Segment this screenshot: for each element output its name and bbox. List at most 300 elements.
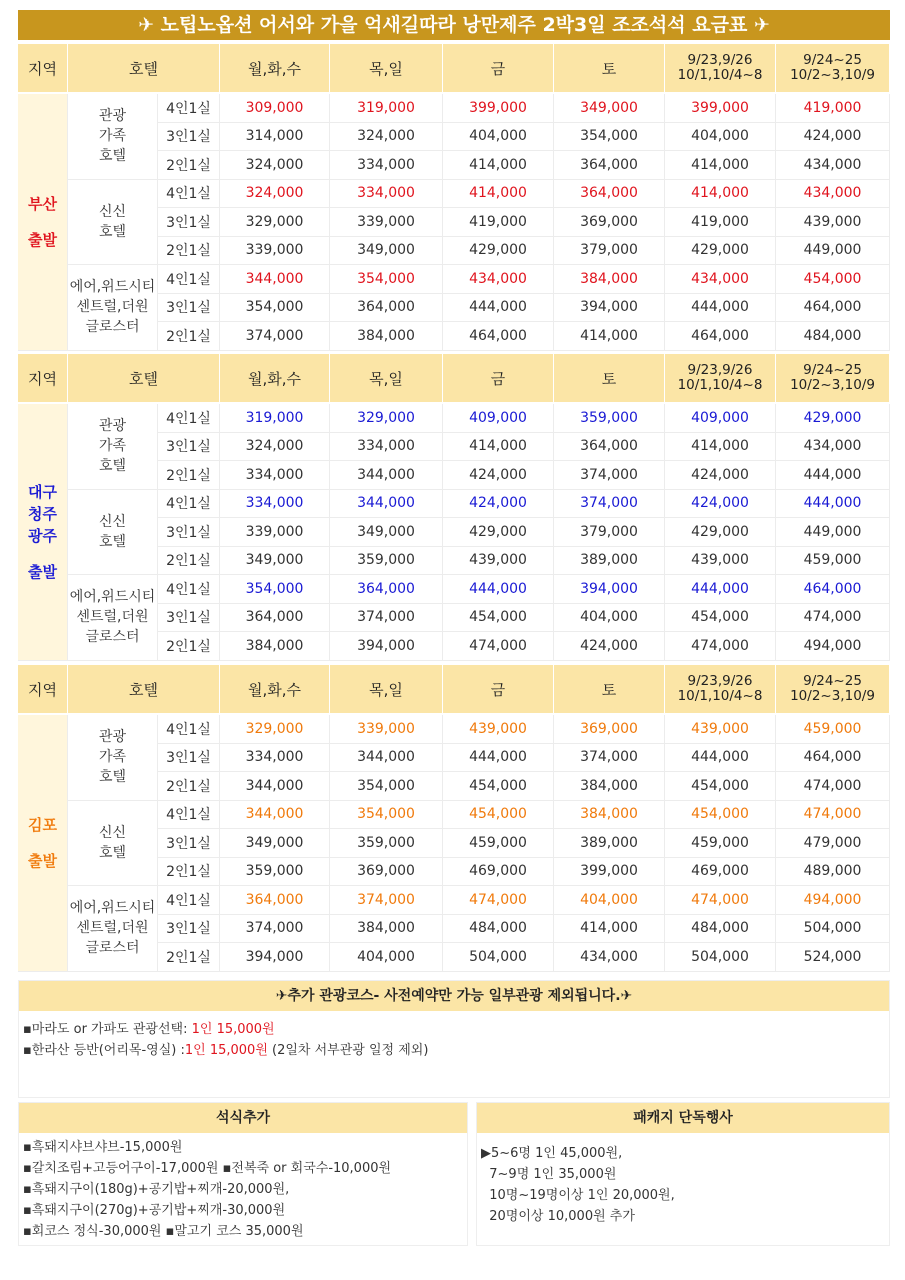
price-cell: 444,000 bbox=[776, 461, 890, 490]
price-cell: 464,000 bbox=[776, 744, 890, 773]
header-date-col bbox=[665, 354, 776, 404]
price-cell: 409,000 bbox=[443, 404, 554, 433]
price-cell: 484,000 bbox=[776, 322, 890, 351]
room-type-cell: 2인1실 bbox=[158, 461, 220, 490]
room-type-cell: 2인1실 bbox=[158, 858, 220, 887]
tour-line-1: ▪마라도 or 가파도 관광선택: 1인 15,000원 bbox=[23, 1022, 275, 1037]
price-cell: 424,000 bbox=[665, 461, 776, 490]
package-box bbox=[476, 1102, 890, 1246]
hotel-name-line: 센트럴,더원 bbox=[76, 299, 149, 316]
price-cell: 504,000 bbox=[443, 943, 554, 972]
header-date-line: 10/1,10/4~8 bbox=[677, 67, 763, 83]
room-type-cell: 4인1실 bbox=[158, 575, 220, 604]
price-cell: 449,000 bbox=[776, 237, 890, 266]
header-date-col bbox=[776, 44, 890, 94]
region-label: 대구 bbox=[28, 482, 57, 501]
room-type-cell: 4인1실 bbox=[158, 490, 220, 519]
header-day-col: 토 bbox=[554, 354, 665, 404]
hotel-name-line: 관광 bbox=[98, 729, 127, 746]
header-date-col bbox=[665, 665, 776, 715]
hotel-name-cell bbox=[68, 886, 158, 972]
price-cell: 424,000 bbox=[776, 123, 890, 152]
price-cell: 469,000 bbox=[443, 858, 554, 887]
hotel-name-line: 호텔 bbox=[98, 769, 127, 786]
room-type-cell: 3인1실 bbox=[158, 518, 220, 547]
hotel-name-line: 호텔 bbox=[98, 148, 127, 165]
price-cell: 324,000 bbox=[220, 433, 330, 462]
room-type-cell: 3인1실 bbox=[158, 604, 220, 633]
table-row bbox=[18, 404, 890, 433]
price-cell: 319,000 bbox=[220, 404, 330, 433]
price-cell: 404,000 bbox=[330, 943, 443, 972]
price-cell: 474,000 bbox=[443, 886, 554, 915]
meal-line: ▪갈치조림+고등어구이-17,000원 ▪전복죽 or 회국수-10,000원 bbox=[23, 1161, 392, 1176]
hotel-name-line: 신신 bbox=[98, 203, 127, 220]
price-cell: 404,000 bbox=[443, 123, 554, 152]
price-cell: 459,000 bbox=[776, 715, 890, 744]
header-date-line: 10/2~3,10/9 bbox=[790, 377, 875, 393]
price-cell: 444,000 bbox=[665, 744, 776, 773]
price-cell: 379,000 bbox=[554, 518, 665, 547]
header-date-line: 10/2~3,10/9 bbox=[790, 688, 875, 704]
region-label: 출발 bbox=[28, 230, 57, 249]
price-cell: 384,000 bbox=[554, 801, 665, 830]
header-date-col bbox=[665, 44, 776, 94]
header-day-col: 토 bbox=[554, 665, 665, 715]
price-cell: 444,000 bbox=[665, 294, 776, 323]
price-cell: 334,000 bbox=[330, 433, 443, 462]
price-cell: 464,000 bbox=[776, 575, 890, 604]
price-cell: 399,000 bbox=[554, 858, 665, 887]
header-date-line: 9/24~25 bbox=[803, 52, 862, 68]
price-cell: 469,000 bbox=[665, 858, 776, 887]
hotel-name-line: 글로스터 bbox=[85, 940, 140, 957]
price-cell: 364,000 bbox=[220, 886, 330, 915]
hotel-name-cell bbox=[68, 801, 158, 887]
price-cell: 364,000 bbox=[330, 575, 443, 604]
price-cell: 369,000 bbox=[330, 858, 443, 887]
table-row bbox=[18, 575, 890, 604]
room-type-cell: 4인1실 bbox=[158, 180, 220, 209]
package-title: 패캐지 단독행사 bbox=[477, 1103, 889, 1133]
region-label: 청주 bbox=[28, 504, 57, 523]
price-cell: 474,000 bbox=[665, 632, 776, 661]
price-cell: 354,000 bbox=[554, 123, 665, 152]
price-cell: 424,000 bbox=[665, 490, 776, 519]
room-type-cell: 4인1실 bbox=[158, 886, 220, 915]
table-row bbox=[18, 801, 890, 830]
table-row bbox=[18, 265, 890, 294]
price-table bbox=[18, 44, 890, 351]
room-type-cell: 3인1실 bbox=[158, 208, 220, 237]
price-cell: 314,000 bbox=[220, 123, 330, 152]
price-cell: 464,000 bbox=[665, 322, 776, 351]
room-type-cell: 3인1실 bbox=[158, 433, 220, 462]
room-type-cell: 4인1실 bbox=[158, 715, 220, 744]
price-cell: 339,000 bbox=[220, 518, 330, 547]
price-cell: 359,000 bbox=[220, 858, 330, 887]
room-type-cell: 2인1실 bbox=[158, 237, 220, 266]
price-cell: 359,000 bbox=[330, 547, 443, 576]
price-cell: 374,000 bbox=[330, 604, 443, 633]
price-cell: 444,000 bbox=[776, 490, 890, 519]
price-cell: 344,000 bbox=[220, 801, 330, 830]
header-hotel: 호텔 bbox=[68, 44, 220, 94]
price-cell: 334,000 bbox=[330, 180, 443, 209]
price-cell: 394,000 bbox=[330, 632, 443, 661]
hotel-name-line: 관광 bbox=[98, 108, 127, 125]
price-cell: 374,000 bbox=[554, 490, 665, 519]
room-type-cell: 4인1실 bbox=[158, 404, 220, 433]
region-label: 김포 bbox=[28, 815, 57, 834]
price-cell: 399,000 bbox=[665, 94, 776, 123]
header-date-col bbox=[776, 354, 890, 404]
price-cell: 474,000 bbox=[776, 801, 890, 830]
price-cell: 359,000 bbox=[330, 829, 443, 858]
price-cell: 464,000 bbox=[443, 322, 554, 351]
price-cell: 394,000 bbox=[554, 294, 665, 323]
price-cell: 339,000 bbox=[330, 715, 443, 744]
price-cell: 459,000 bbox=[443, 829, 554, 858]
header-region: 지역 bbox=[18, 665, 68, 715]
meal-title: 석식추가 bbox=[19, 1103, 467, 1133]
hotel-name-line: 호텔 bbox=[98, 533, 127, 550]
header-date-line: 9/24~25 bbox=[803, 673, 862, 689]
price-cell: 414,000 bbox=[443, 151, 554, 180]
header-day-col: 토 bbox=[554, 44, 665, 94]
tour-box bbox=[18, 980, 890, 1098]
price-cell: 474,000 bbox=[776, 604, 890, 633]
header-date-line: 10/1,10/4~8 bbox=[677, 377, 763, 393]
hotel-name-cell bbox=[68, 490, 158, 576]
price-cell: 384,000 bbox=[554, 265, 665, 294]
hotel-name-cell bbox=[68, 180, 158, 266]
table-row bbox=[18, 886, 890, 915]
price-cell: 414,000 bbox=[554, 915, 665, 944]
hotel-name-line: 에어,위드시티 bbox=[69, 900, 156, 917]
price-cell: 374,000 bbox=[554, 744, 665, 773]
price-cell: 434,000 bbox=[443, 265, 554, 294]
hotel-name-cell bbox=[68, 715, 158, 801]
table-header-row bbox=[18, 665, 890, 715]
header-day-col: 목,일 bbox=[330, 354, 443, 404]
price-cell: 459,000 bbox=[776, 547, 890, 576]
price-cell: 454,000 bbox=[443, 801, 554, 830]
header-date-line: 10/1,10/4~8 bbox=[677, 688, 763, 704]
hotel-name-line: 호텔 bbox=[98, 458, 127, 475]
price-cell: 354,000 bbox=[330, 265, 443, 294]
header-day-col: 월,화,수 bbox=[220, 354, 330, 404]
price-cell: 344,000 bbox=[220, 265, 330, 294]
price-cell: 384,000 bbox=[330, 322, 443, 351]
price-cell: 434,000 bbox=[776, 180, 890, 209]
price-cell: 319,000 bbox=[330, 94, 443, 123]
header-day-col: 금 bbox=[443, 665, 554, 715]
price-cell: 394,000 bbox=[220, 943, 330, 972]
price-cell: 379,000 bbox=[554, 237, 665, 266]
table-row bbox=[18, 94, 890, 123]
hotel-name-line: 센트럴,더원 bbox=[76, 920, 149, 937]
hotel-name-line: 신신 bbox=[98, 824, 127, 841]
price-cell: 439,000 bbox=[665, 715, 776, 744]
price-table bbox=[18, 354, 890, 661]
price-cell: 349,000 bbox=[220, 829, 330, 858]
price-cell: 424,000 bbox=[554, 632, 665, 661]
price-cell: 344,000 bbox=[330, 744, 443, 773]
room-type-cell: 4인1실 bbox=[158, 801, 220, 830]
price-cell: 344,000 bbox=[220, 772, 330, 801]
price-cell: 349,000 bbox=[220, 547, 330, 576]
header-date-line: 10/2~3,10/9 bbox=[790, 67, 875, 83]
price-cell: 334,000 bbox=[220, 461, 330, 490]
price-cell: 439,000 bbox=[665, 547, 776, 576]
price-cell: 414,000 bbox=[665, 180, 776, 209]
price-cell: 364,000 bbox=[554, 433, 665, 462]
price-cell: 429,000 bbox=[443, 518, 554, 547]
price-cell: 429,000 bbox=[776, 404, 890, 433]
price-cell: 394,000 bbox=[554, 575, 665, 604]
price-cell: 454,000 bbox=[665, 604, 776, 633]
package-line: 20명이상 10,000원 추가 bbox=[481, 1209, 635, 1224]
price-cell: 484,000 bbox=[665, 915, 776, 944]
price-cell: 414,000 bbox=[443, 433, 554, 462]
region-label: 출발 bbox=[28, 562, 57, 581]
package-line: ▶5~6명 1인 45,000원, bbox=[481, 1146, 623, 1161]
price-cell: 364,000 bbox=[220, 604, 330, 633]
price-cell: 374,000 bbox=[554, 461, 665, 490]
table-row bbox=[18, 180, 890, 209]
price-cell: 449,000 bbox=[776, 518, 890, 547]
price-cell: 454,000 bbox=[665, 772, 776, 801]
price-cell: 354,000 bbox=[220, 575, 330, 604]
price-cell: 334,000 bbox=[220, 490, 330, 519]
header-date-col bbox=[776, 665, 890, 715]
package-line: 10명~19명이상 1인 20,000원, bbox=[481, 1188, 675, 1203]
room-type-cell: 2인1실 bbox=[158, 322, 220, 351]
price-cell: 384,000 bbox=[554, 772, 665, 801]
price-cell: 414,000 bbox=[554, 322, 665, 351]
price-cell: 474,000 bbox=[443, 632, 554, 661]
price-cell: 324,000 bbox=[330, 123, 443, 152]
region-label: 광주 bbox=[28, 526, 57, 545]
table-row bbox=[18, 715, 890, 744]
meal-line: ▪흑돼지구이(270g)+공기밥+찌개-30,000원 bbox=[23, 1203, 286, 1218]
room-type-cell: 2인1실 bbox=[158, 151, 220, 180]
price-cell: 434,000 bbox=[665, 265, 776, 294]
room-type-cell: 4인1실 bbox=[158, 265, 220, 294]
price-cell: 454,000 bbox=[443, 772, 554, 801]
price-cell: 429,000 bbox=[665, 237, 776, 266]
header-day-col: 월,화,수 bbox=[220, 44, 330, 94]
price-cell: 369,000 bbox=[554, 208, 665, 237]
price-cell: 494,000 bbox=[776, 886, 890, 915]
price-cell: 414,000 bbox=[665, 433, 776, 462]
header-day-col: 금 bbox=[443, 354, 554, 404]
price-cell: 414,000 bbox=[443, 180, 554, 209]
price-cell: 374,000 bbox=[330, 886, 443, 915]
price-cell: 404,000 bbox=[554, 886, 665, 915]
room-type-cell: 2인1실 bbox=[158, 943, 220, 972]
table-header-row bbox=[18, 354, 890, 404]
hotel-name-line: 글로스터 bbox=[85, 319, 140, 336]
price-cell: 454,000 bbox=[776, 265, 890, 294]
price-cell: 354,000 bbox=[330, 772, 443, 801]
price-cell: 434,000 bbox=[554, 943, 665, 972]
header-hotel: 호텔 bbox=[68, 665, 220, 715]
hotel-name-line: 호텔 bbox=[98, 223, 127, 240]
header-region: 지역 bbox=[18, 354, 68, 404]
table-header-row bbox=[18, 44, 890, 94]
price-cell: 374,000 bbox=[220, 322, 330, 351]
room-type-cell: 2인1실 bbox=[158, 772, 220, 801]
hotel-name-cell bbox=[68, 404, 158, 490]
meal-line: ▪흑돼지샤브샤브-15,000원 bbox=[23, 1140, 183, 1155]
page-title-banner: ✈ 노팁노옵션 어서와 가을 억새길따라 낭만제주 2박3일 조조석석 요금표 ✈ bbox=[18, 10, 890, 40]
room-type-cell: 2인1실 bbox=[158, 632, 220, 661]
price-cell: 329,000 bbox=[330, 404, 443, 433]
meal-box bbox=[18, 1102, 468, 1246]
header-region: 지역 bbox=[18, 44, 68, 94]
price-cell: 349,000 bbox=[554, 94, 665, 123]
hotel-name-cell bbox=[68, 265, 158, 351]
price-cell: 369,000 bbox=[554, 715, 665, 744]
price-cell: 454,000 bbox=[443, 604, 554, 633]
price-cell: 419,000 bbox=[776, 94, 890, 123]
price-cell: 429,000 bbox=[443, 237, 554, 266]
price-cell: 409,000 bbox=[665, 404, 776, 433]
price-cell: 389,000 bbox=[554, 829, 665, 858]
price-cell: 444,000 bbox=[443, 294, 554, 323]
price-cell: 444,000 bbox=[665, 575, 776, 604]
price-cell: 329,000 bbox=[220, 715, 330, 744]
hotel-name-line: 가족 bbox=[98, 749, 127, 766]
price-cell: 479,000 bbox=[776, 829, 890, 858]
price-cell: 444,000 bbox=[443, 575, 554, 604]
price-cell: 524,000 bbox=[776, 943, 890, 972]
price-cell: 424,000 bbox=[443, 490, 554, 519]
price-cell: 399,000 bbox=[443, 94, 554, 123]
price-cell: 339,000 bbox=[330, 208, 443, 237]
price-cell: 464,000 bbox=[776, 294, 890, 323]
room-type-cell: 3인1실 bbox=[158, 123, 220, 152]
price-table bbox=[18, 665, 890, 972]
region-cell bbox=[18, 94, 68, 351]
price-cell: 344,000 bbox=[330, 490, 443, 519]
tour-line-2: ▪한라산 등반(어리목-영실) :1인 15,000원 (2일차 서부관광 일정 제외) bbox=[23, 1043, 429, 1058]
price-cell: 419,000 bbox=[443, 208, 554, 237]
package-line: 7~9명 1인 35,000원 bbox=[481, 1167, 617, 1182]
price-cell: 384,000 bbox=[330, 915, 443, 944]
price-cell: 439,000 bbox=[776, 208, 890, 237]
header-date-line: 9/23,9/26 bbox=[687, 673, 753, 689]
hotel-name-cell bbox=[68, 94, 158, 180]
price-cell: 434,000 bbox=[776, 151, 890, 180]
price-cell: 404,000 bbox=[665, 123, 776, 152]
region-cell bbox=[18, 404, 68, 661]
header-date-line: 9/23,9/26 bbox=[687, 52, 753, 68]
price-cell: 339,000 bbox=[220, 237, 330, 266]
hotel-name-line: 센트럴,더원 bbox=[76, 609, 149, 626]
price-cell: 349,000 bbox=[330, 237, 443, 266]
price-cell: 419,000 bbox=[665, 208, 776, 237]
price-cell: 359,000 bbox=[554, 404, 665, 433]
meal-line: ▪흑돼지구이(180g)+공기밥+찌개-20,000원, bbox=[23, 1182, 290, 1197]
price-cell: 374,000 bbox=[220, 915, 330, 944]
price-cell: 364,000 bbox=[554, 151, 665, 180]
header-date-line: 9/23,9/26 bbox=[687, 362, 753, 378]
hotel-name-line: 글로스터 bbox=[85, 629, 140, 646]
hotel-name-line: 관광 bbox=[98, 418, 127, 435]
room-type-cell: 4인1실 bbox=[158, 94, 220, 123]
hotel-name-line: 가족 bbox=[98, 438, 127, 455]
price-cell: 504,000 bbox=[776, 915, 890, 944]
region-cell bbox=[18, 715, 68, 972]
price-cell: 484,000 bbox=[443, 915, 554, 944]
room-type-cell: 3인1실 bbox=[158, 294, 220, 323]
price-cell: 329,000 bbox=[220, 208, 330, 237]
price-cell: 454,000 bbox=[665, 801, 776, 830]
hotel-name-line: 신신 bbox=[98, 513, 127, 530]
price-cell: 309,000 bbox=[220, 94, 330, 123]
region-label: 부산 bbox=[28, 194, 57, 213]
header-day-col: 목,일 bbox=[330, 44, 443, 94]
price-cell: 349,000 bbox=[330, 518, 443, 547]
room-type-cell: 3인1실 bbox=[158, 915, 220, 944]
price-cell: 459,000 bbox=[665, 829, 776, 858]
price-cell: 389,000 bbox=[554, 547, 665, 576]
price-cell: 404,000 bbox=[554, 604, 665, 633]
price-cell: 439,000 bbox=[443, 547, 554, 576]
header-day-col: 금 bbox=[443, 44, 554, 94]
price-cell: 424,000 bbox=[443, 461, 554, 490]
room-type-cell: 3인1실 bbox=[158, 744, 220, 773]
price-cell: 334,000 bbox=[220, 744, 330, 773]
price-cell: 354,000 bbox=[220, 294, 330, 323]
header-hotel: 호텔 bbox=[68, 354, 220, 404]
price-cell: 344,000 bbox=[330, 461, 443, 490]
hotel-name-line: 에어,위드시티 bbox=[69, 279, 156, 296]
table-row bbox=[18, 490, 890, 519]
price-cell: 324,000 bbox=[220, 151, 330, 180]
price-cell: 474,000 bbox=[665, 886, 776, 915]
hotel-name-line: 에어,위드시티 bbox=[69, 589, 156, 606]
price-cell: 494,000 bbox=[776, 632, 890, 661]
header-day-col: 목,일 bbox=[330, 665, 443, 715]
price-cell: 474,000 bbox=[776, 772, 890, 801]
price-cell: 439,000 bbox=[443, 715, 554, 744]
price-cell: 364,000 bbox=[554, 180, 665, 209]
price-cell: 444,000 bbox=[443, 744, 554, 773]
price-cell: 504,000 bbox=[665, 943, 776, 972]
header-date-line: 9/24~25 bbox=[803, 362, 862, 378]
price-cell: 334,000 bbox=[330, 151, 443, 180]
price-cell: 489,000 bbox=[776, 858, 890, 887]
price-cell: 434,000 bbox=[776, 433, 890, 462]
price-cell: 354,000 bbox=[330, 801, 443, 830]
price-cell: 324,000 bbox=[220, 180, 330, 209]
tour-title: ✈추가 관광코스- 사전예약만 가능 일부관광 제외됩니다.✈ bbox=[19, 981, 889, 1011]
price-cell: 429,000 bbox=[665, 518, 776, 547]
region-label: 출발 bbox=[28, 851, 57, 870]
price-cell: 384,000 bbox=[220, 632, 330, 661]
hotel-name-line: 호텔 bbox=[98, 844, 127, 861]
hotel-name-cell bbox=[68, 575, 158, 661]
hotel-name-line: 가족 bbox=[98, 128, 127, 145]
price-cell: 364,000 bbox=[330, 294, 443, 323]
room-type-cell: 2인1실 bbox=[158, 547, 220, 576]
room-type-cell: 3인1실 bbox=[158, 829, 220, 858]
meal-line: ▪회코스 정식-30,000원 ▪말고기 코스 35,000원 bbox=[23, 1224, 304, 1239]
